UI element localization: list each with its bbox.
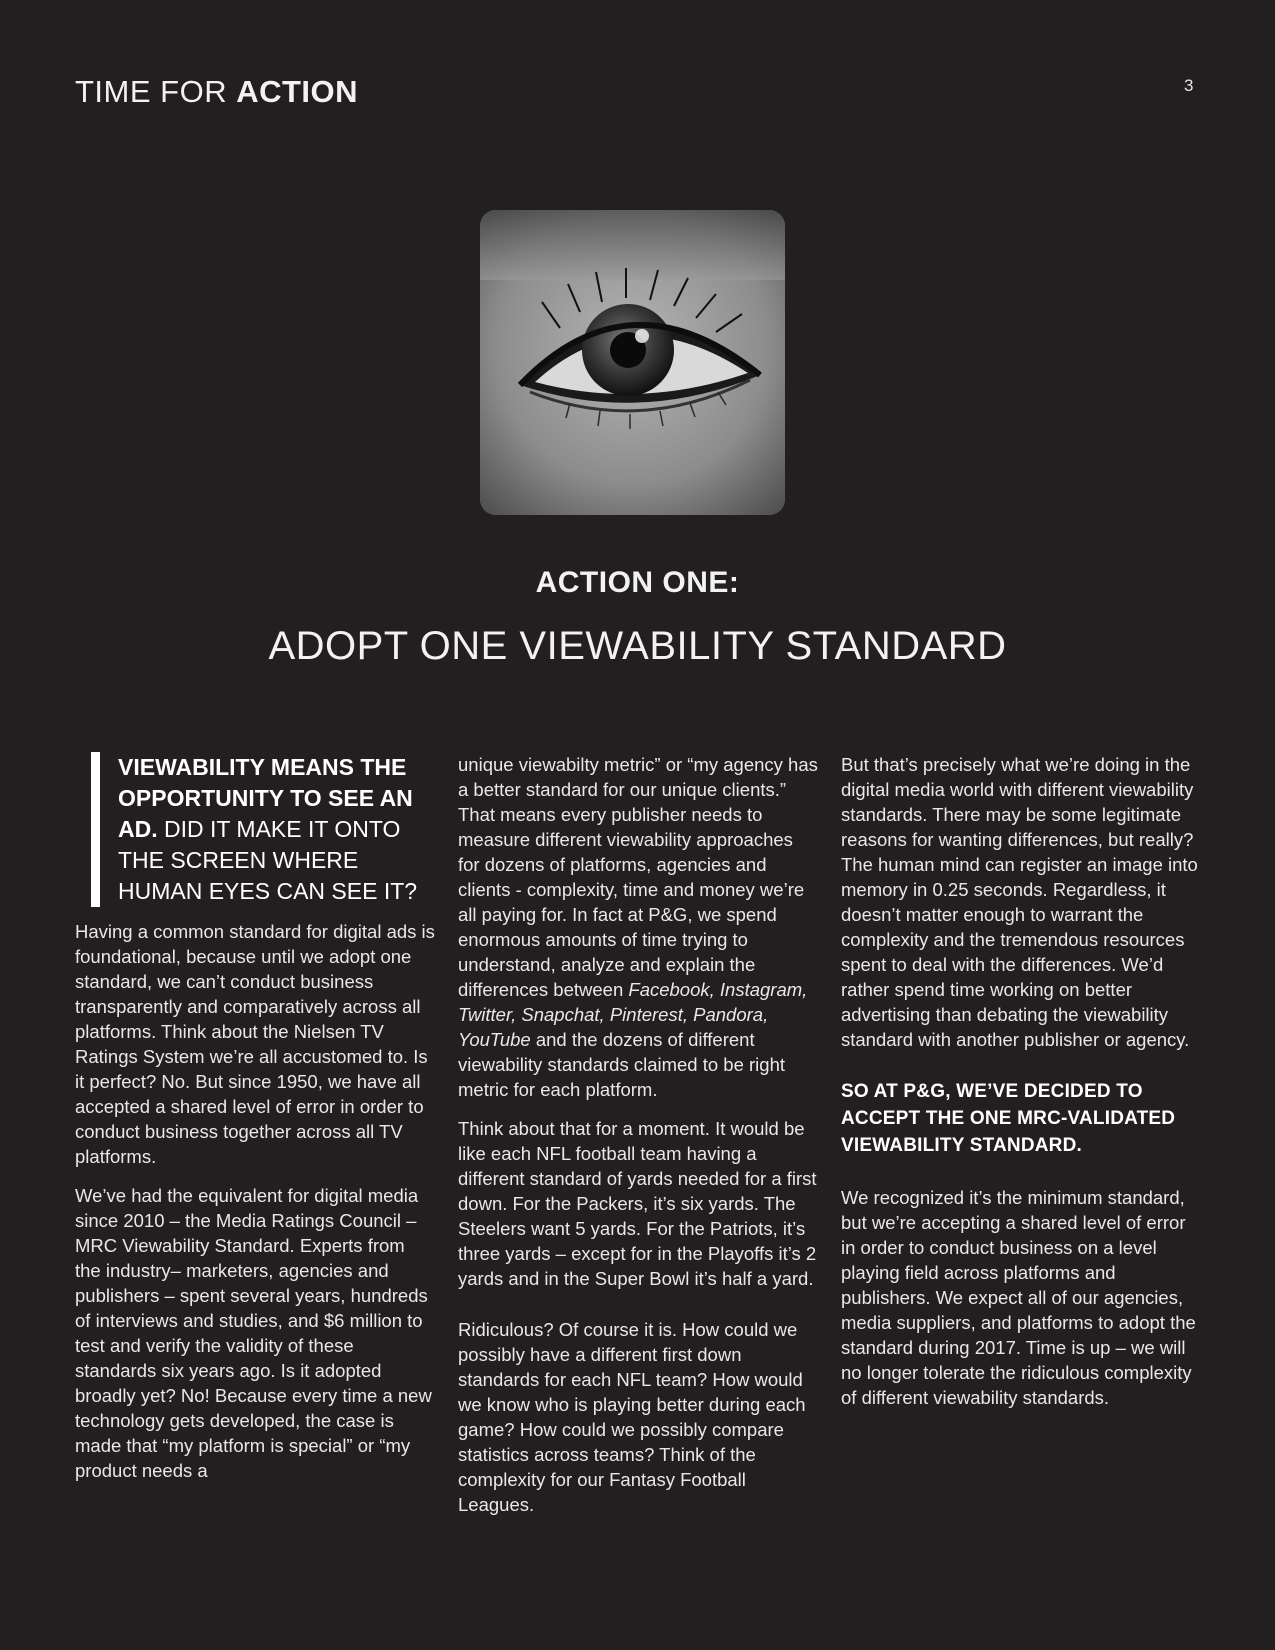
column-2 <box>458 752 818 1531</box>
pullquote-rest: DID IT MAKE IT ONTO THE SCREEN WHERE HUMAN EYES CAN SEE IT? <box>118 816 418 904</box>
body-paragraph: Think about that for a moment. It would be like each NFL football team having a different standard of yards needed for a first down. For the Packers, it’s six yards. The Steelers want 5 yards. For the Patriots, it’s three yards – except for in the Playoffs it’s 2 yards and in the Super Bowl it’s half a yard. <box>458 1118 817 1289</box>
paragraph-text: and the dozens of different viewability standards claimed to be right metric for each platform. <box>458 1029 785 1100</box>
page-number: 3 <box>1184 76 1194 95</box>
pullquote-bold: VIEWABILITY MEANS THE OPPORTUNITY TO SEE AN AD. <box>118 754 413 842</box>
eye-photo <box>480 210 785 515</box>
action-title: ADOPT ONE VIEWABILITY STANDARD <box>268 624 1007 668</box>
platform-list: Facebook, Instagram, Twitter, Snapchat, Pinterest, Pandora, YouTube <box>458 979 808 1050</box>
column-3 <box>841 752 1201 1424</box>
body-paragraph: Having a common standard for digital ads is foundational, because until we adopt one standard, we can’t conduct business transparently and comparatively across all platforms. Think about the Nielsen TV Ratings System we’re all accustomed to. Is it perfect? No. But since 1950, we have all accepted a shared level of error in order to conduct business together across all TV platforms. <box>75 921 435 1167</box>
eye-photo-icon <box>480 210 785 515</box>
header-title-bold: ACTION <box>236 74 359 109</box>
pullquote <box>91 752 435 907</box>
page-header-title <box>75 74 358 110</box>
body-paragraph <box>458 752 818 1102</box>
action-kicker: ACTION ONE: <box>535 566 740 599</box>
body-paragraph: But that’s precisely what we’re doing in the digital media world with different viewability standards. There may be some legitimate reasons for wanting differences, but really? The human mind can register an image into memory in 0.25 seconds. Regardless, it doesn’t matter enough to warrant the complexity and the tremendous resources spent to deal with the differences. We’d rather spend time working on better advertising than debating the viewability standard with another publisher or agency. <box>841 754 1198 1050</box>
body-paragraph: We’ve had the equivalent for digital media since 2010 – the Media Ratings Council – MRC Viewability Standard. Experts from the industry– marketers, agencies and publishers – spent several years, hundreds of interviews and studies, and $6 million to test and verify the validity of these standards six years ago. Is it adopted broadly yet? No! Because every time a new technology gets developed, the case is made that “my platform is special” or “my product needs a <box>75 1185 432 1481</box>
paragraph-text: unique viewabilty metric” or “my agency has a better standard for our unique clients.” That means every publisher needs to measure different viewability approaches for dozens of platforms, agencies and clients - complexity, time and money we’re all paying for. In fact at P&G, we spend enormous amounts of time trying to understand, analyze and explain the differences between <box>458 754 818 1000</box>
body-paragraph: Ridiculous? Of course it is. How could we possibly have a different first down standards for each NFL team? How would we know who is playing better during each game? How could we possibly compare statistics across teams? Think of the complexity for our Fantasy Football Leagues. <box>458 1319 806 1515</box>
header-title-light: TIME FOR <box>75 74 237 109</box>
column-1 <box>75 752 435 1497</box>
body-paragraph: We recognized it’s the minimum standard, but we’re accepting a shared level of error in order to conduct business on a level playing field across platforms and publishers. We expect all of our agencies, media suppliers, and platforms to adopt the standard during 2017. Time is up – we will no longer tolerate the ridiculous complexity of different viewability standards. <box>841 1187 1196 1408</box>
callout-heading: SO AT P&G, WE’VE DECIDED TO ACCEPT THE ONE MRC-VALIDATED VIEWABILITY STANDARD. <box>841 1081 1176 1156</box>
